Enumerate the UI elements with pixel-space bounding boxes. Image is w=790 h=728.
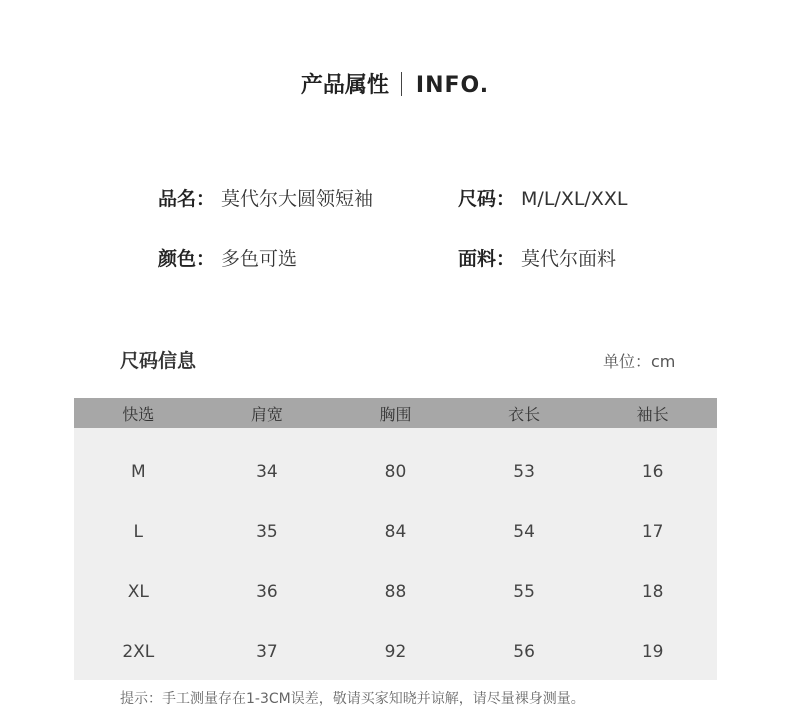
info-name-value: 莫代尔大圆领短袖 <box>221 188 374 210</box>
table-body <box>74 428 717 680</box>
table-cell: 35 <box>256 522 278 542</box>
info-fabric <box>458 246 616 272</box>
size-table <box>74 398 717 680</box>
header-cell: 肩宽 <box>250 404 283 424</box>
title-en: INFO. <box>415 73 490 98</box>
header-cell: 袖长 <box>636 404 669 424</box>
size-section-title: 尺码信息 <box>120 350 197 372</box>
table-cell: 37 <box>256 642 278 662</box>
info-fabric-label: 面料 <box>458 248 497 270</box>
table-cell: 19 <box>641 642 664 662</box>
table-cell: XL <box>127 582 149 602</box>
title-divider <box>401 72 402 96</box>
table-cell: 56 <box>513 642 535 662</box>
table-row <box>74 502 717 562</box>
table-header <box>74 398 717 428</box>
page-title <box>0 70 790 102</box>
table-cell: 92 <box>384 642 407 662</box>
table-cell: 34 <box>256 462 278 482</box>
info-fabric-colon: ： <box>496 248 516 270</box>
info-color <box>158 246 297 272</box>
table-cell: 17 <box>641 522 664 542</box>
table-row <box>74 562 717 622</box>
table-cell: 18 <box>641 582 664 602</box>
info-color-colon: ： <box>196 248 216 270</box>
table-cell: 2XL <box>122 642 155 662</box>
table-cell: 36 <box>256 582 278 602</box>
info-name <box>158 186 373 212</box>
info-color-value: 多色可选 <box>221 248 298 270</box>
info-size-value: M/L/XL/XXL <box>521 188 628 210</box>
header-cell: 衣长 <box>508 404 541 424</box>
info-size-label: 尺码 <box>458 188 497 210</box>
header-cell: 胸围 <box>379 404 412 424</box>
table-cell: 55 <box>513 582 535 602</box>
table-cell: 84 <box>384 522 407 542</box>
unit-label: 单位：cm <box>603 352 676 371</box>
table-cell: 16 <box>641 462 664 482</box>
info-color-label: 颜色 <box>158 248 197 270</box>
info-name-colon: ： <box>196 188 216 210</box>
table-cell: M <box>130 462 146 482</box>
table-cell: 88 <box>384 582 407 602</box>
table-cell: 80 <box>384 462 407 482</box>
info-size <box>458 186 627 212</box>
table-row <box>74 442 717 502</box>
info-fabric-value: 莫代尔面料 <box>521 248 617 270</box>
table-cell: L <box>133 522 144 542</box>
info-name-label: 品名 <box>158 188 197 210</box>
header-cell: 快选 <box>122 404 155 424</box>
table-cell: 54 <box>513 522 535 542</box>
info-size-colon: ： <box>496 188 516 210</box>
title-cn: 产品属性 <box>300 73 389 98</box>
table-cell: 53 <box>513 462 535 482</box>
measurement-note: 提示：手工测量存在1-3CM误差，敬请买家知晓并谅解，请尽量裸身测量。 <box>120 691 585 707</box>
table-row <box>74 622 717 682</box>
